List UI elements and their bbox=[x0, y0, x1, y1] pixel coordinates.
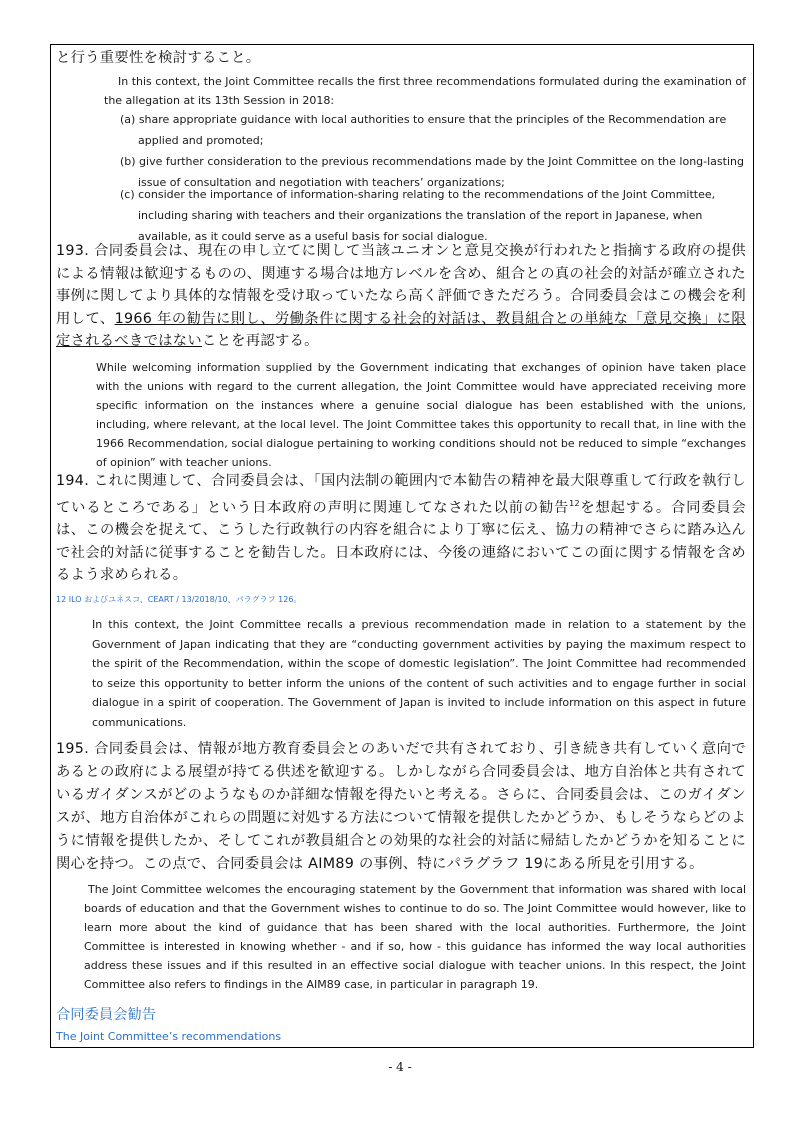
footnote-12: 12 ILO およびユネスコ、CEART / 13/2018/10、パラグラフ 126。 bbox=[56, 595, 302, 604]
paragraph-193-jp bbox=[56, 240, 746, 353]
paragraph-193-text: 193. 合同委員会は、現在の申し立てに関して当該ユニオンと意見交換が行われたと指摘する政府の提供による情報は歓迎するものの、関連する場合は地方レベルを含め、組合との真の社会的対話が確立された事例に関してより具体的な情報を受け取っていたなら高く評価できただろう。合同委員会はこの機会を利用して、 bbox=[56, 243, 746, 327]
paragraph-194-text: 194. これに関連して、合同委員会は、「国内法制の範囲内で本勧告の精神を最大限尊重して行政を執行しているところである」という日本政府の声明に関連してなされた以前の勧告 bbox=[56, 473, 746, 516]
context-intro-en: In this context, the Joint Committee recalls the first three recommendations formulated during the examination of the allegation at its 13th Session in 2018: bbox=[104, 75, 746, 107]
footnote-ref-12: 12 bbox=[569, 498, 580, 508]
paragraph-193-tail: ことを再認する。 bbox=[201, 333, 319, 349]
section-heading-jp: 合同委員会勧告 bbox=[56, 1007, 157, 1023]
recommendation-item-c: (c) consider the importance of information-sharing relating to the recommendations of the Joint Committee, including sharing with teachers and their organizations the translation of the report in Japanese, when available, as it could serve as a useful basis for social dialogue. bbox=[120, 188, 716, 243]
paragraph-193-underlined: 1966 年の勧告に則し、労働条件に関する社会的対話は、教員組合との単純な「意見交換」に限定されるべきではない bbox=[56, 310, 746, 349]
paragraph-195-jp: 195. 合同委員会は、情報が地方教育委員会とのあいだで共有されており、引き続き共有していく意向であるとの政府による展望が持てる供述を歓迎する。しかしながら合同委員会は、地方自治体と共有されているガイダンスがどのようなものか詳細な情報を得たいと考える。さらに、合同委員会は、このガイダンスが、地方自治体がこれらの問題に対処する方法について情報を提供したかどうか、もしそうならどのように情報を提供したか、そしてこれが教員組合との効果的な社会的対話に帰結したかどうかを知ることに関心を持つ。この点で、合同委員会は AIM89 の事例、特にパラグラフ 19にある所見を引用する。 bbox=[56, 741, 746, 872]
recommendation-item-b: (b) give further consideration to the previous recommendations made by the Joint Committee on the long-lasting issue of consultation and negotiation with teachers’ organizations; bbox=[120, 155, 744, 189]
paragraph-194-en: In this context, the Joint Committee recalls a previous recommendation made in relation to a statement by the Government of Japan indicating that they are “conducting government activities by paying the maximum respect to the spirit of the Recommendation, within the scope of domestic legislation”. The Joint Committee had recommended to seize this opportunity to better inform the unions of the content of such activities and to engage further in social dialogue in a spirit of cooperation. The Government of Japan is invited to include information on this aspect in future communications. bbox=[92, 618, 746, 729]
section-heading-en: The Joint Committee’s recommendations bbox=[56, 1030, 282, 1043]
paragraph-194-tail: を想起する。合同委員会は、この機会を捉えて、こうした行政執行の内容を組合により丁寧に伝え、協力の精神でさらに踏み込んで社会的対話に従事することを勧告した。日本政府には、今後の連絡においてこの面に関する情報を含めるよう求められる。 bbox=[56, 499, 746, 583]
paragraph-193-en: While welcoming information supplied by the Government indicating that exchanges of opinion have taken place with the unions with regard to the current allegation, the Joint Committee would have appreciated receiving more specific information on the instances where a genuine social dialogue has been established with the unions, including, where relevant, at the local level. The Joint Committee takes this opportunity to recall that, in line with the 1966 Recommendation, social dialogue pertaining to working conditions should not be reduced to simple “exchanges of opinion” with teacher unions. bbox=[96, 361, 746, 469]
paragraph-194-jp bbox=[56, 470, 746, 587]
recommendation-item-a: (a) share appropriate guidance with local authorities to ensure that the principles of the Recommendation are applied and promoted; bbox=[120, 113, 727, 147]
paragraph-195-en: The Joint Committee welcomes the encouraging statement by the Government that information was shared with local boards of education and that the Government wishes to continue to do so. The Joint Committee would however, like to learn more about the kind of guidance that has been shared with the local authorities. Furthermore, the Joint Committee is interested in knowing whether - and if so, how - this guidance has informed the way local authorities address these issues and if this resulted in an effective social dialogue with teacher unions. In this respect, the Joint Committee also refers to findings in the AIM89 case, in particular in paragraph 19. bbox=[84, 883, 746, 991]
continued-line: と行う重要性を検討すること。 bbox=[56, 50, 261, 66]
page-number: - 4 - bbox=[388, 1060, 412, 1074]
